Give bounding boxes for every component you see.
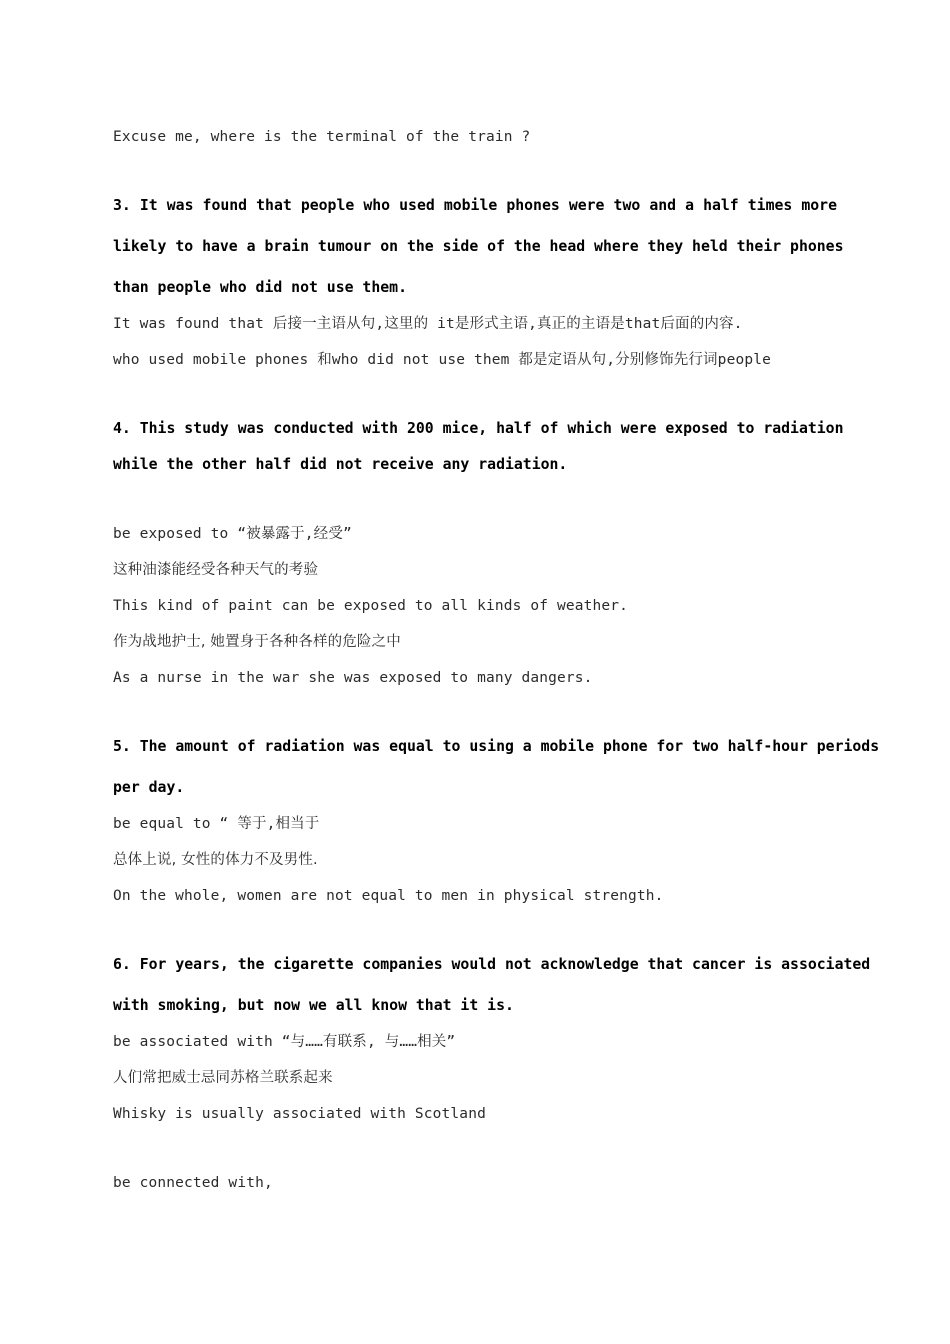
- sentence-heading: per day.: [113, 779, 185, 796]
- sentence-heading: while the other half did not receive any radiation.: [113, 456, 568, 473]
- sentence-heading: 4. This study was conducted with 200 mice, half of which were exposed to radiation: [113, 420, 844, 437]
- sentence-heading: with smoking, but now we all know that it is.: [113, 997, 514, 1014]
- example-english: On the whole, women are not equal to men in physical strength.: [113, 888, 664, 904]
- explanation-line: who used mobile phones 和who did not use them 都是定语从句,分别修饰先行词people: [113, 352, 771, 368]
- phrase-line: be exposed to “被暴露于,经受”: [113, 526, 352, 542]
- sentence-heading: than people who did not use them.: [113, 279, 407, 296]
- explanation-line: It was found that 后接一主语从句,这里的 it是形式主语,真正的主语是that后面的内容.: [113, 316, 743, 332]
- phrase-line: be associated with “与……有联系, 与……相关”: [113, 1034, 456, 1050]
- example-english: This kind of paint can be exposed to all kinds of weather.: [113, 598, 629, 614]
- sentence-heading: likely to have a brain tumour on the side of the head where they held their phones: [113, 238, 844, 255]
- example-chinese: 总体上说, 女性的体力不及男性.: [113, 852, 318, 868]
- example-english: As a nurse in the war she was exposed to many dangers.: [113, 670, 593, 686]
- text-line: Excuse me, where is the terminal of the train ?: [113, 129, 531, 145]
- example-chinese: 作为战地护士, 她置身于各种各样的危险之中: [113, 634, 401, 650]
- phrase-line: be equal to “ 等于,相当于: [113, 816, 320, 832]
- example-english: Whisky is usually associated with Scotland: [113, 1106, 486, 1122]
- example-chinese: 这种油漆能经受各种天气的考验: [113, 562, 319, 578]
- sentence-heading: 3. It was found that people who used mobile phones were two and a half times more: [113, 197, 837, 214]
- sentence-heading: 6. For years, the cigarette companies would not acknowledge that cancer is associated: [113, 956, 871, 973]
- example-chinese: 人们常把威士忌同苏格兰联系起来: [113, 1070, 333, 1086]
- phrase-line: be connected with,: [113, 1175, 273, 1191]
- sentence-heading: 5. The amount of radiation was equal to using a mobile phone for two half-hour periods: [113, 738, 880, 755]
